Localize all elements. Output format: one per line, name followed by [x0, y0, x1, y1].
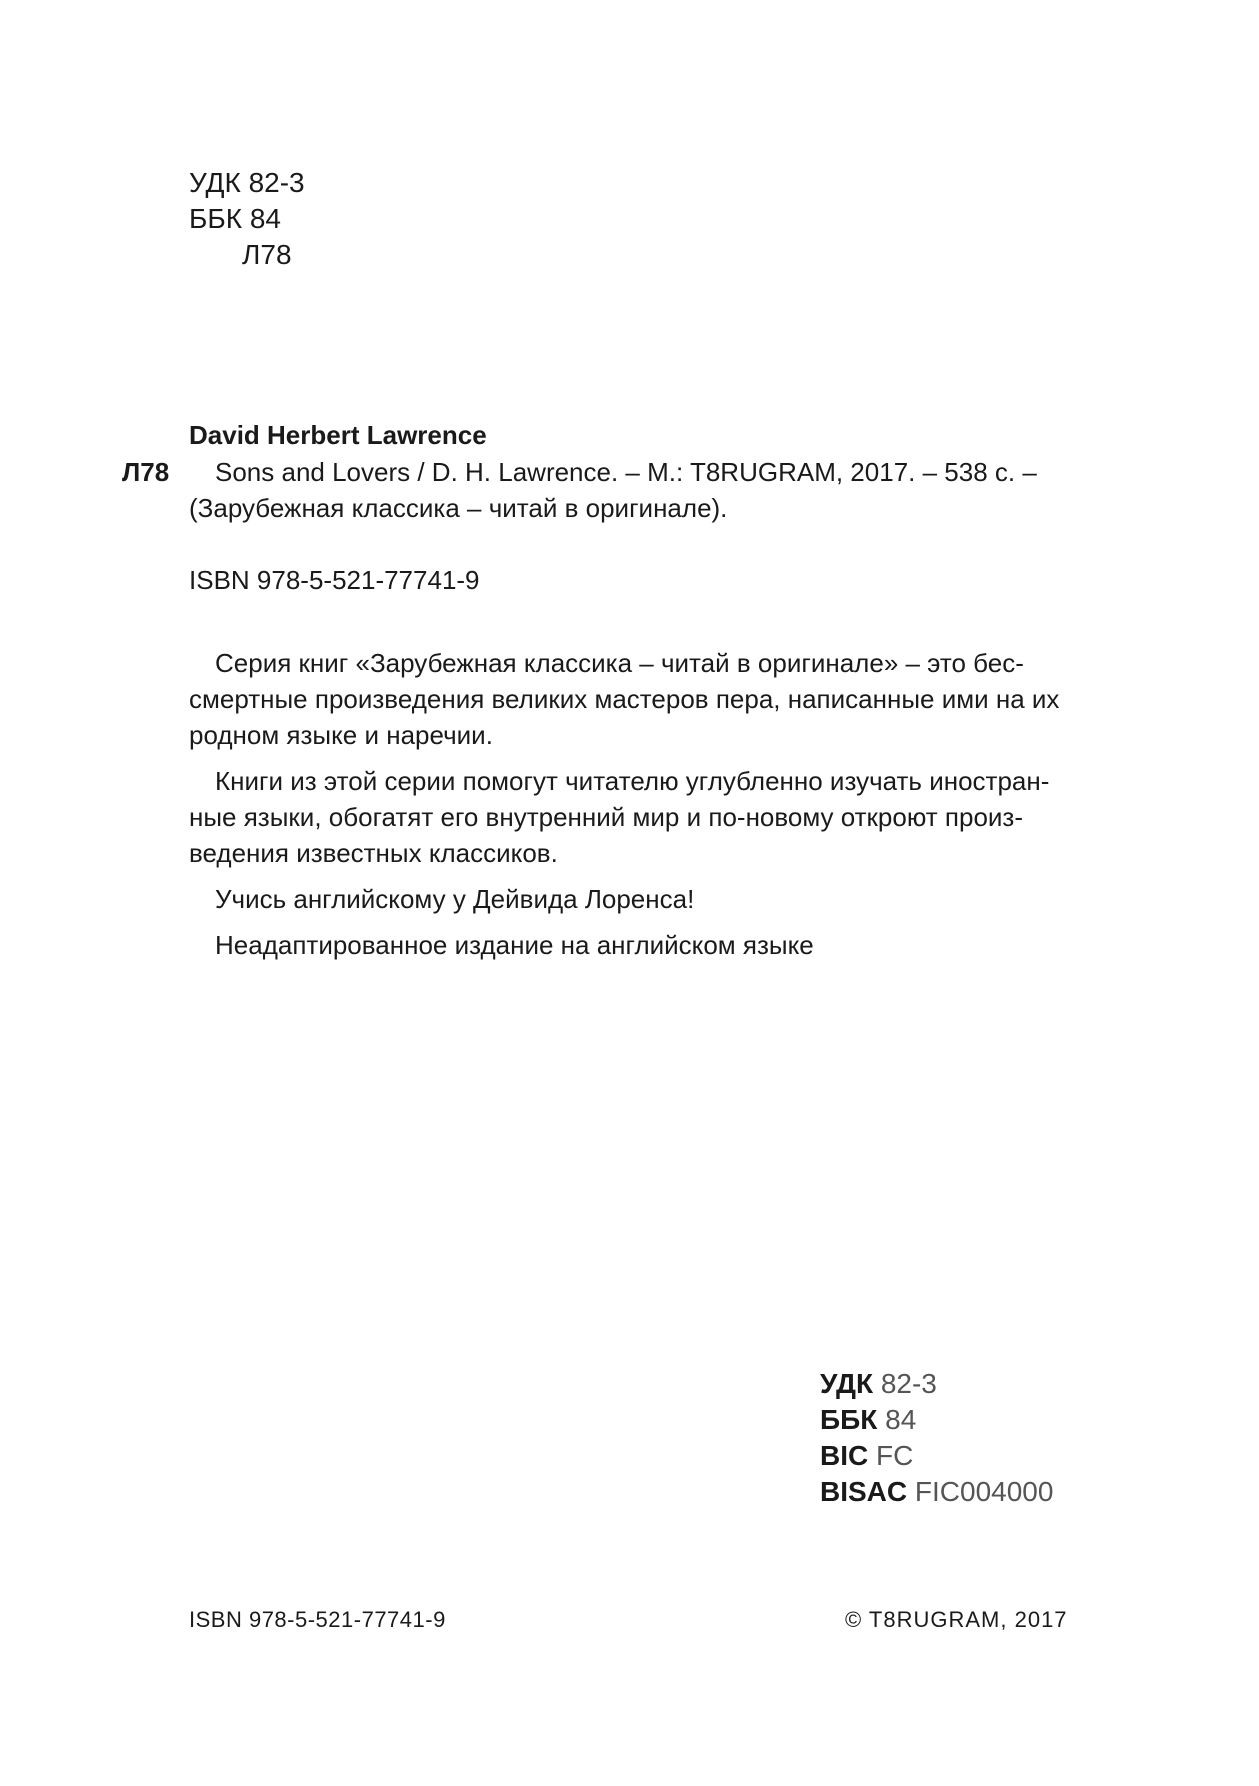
annotation-paragraph-1 [189, 645, 1071, 753]
annotation-line: смертные произведения великих мастеров пера, написанные ими на их [189, 684, 1060, 714]
annotation-line: родном языке и наречии. [189, 720, 493, 750]
footer-copyright: © T8RUGRAM, 2017 [845, 1607, 1068, 1632]
udk-code: УДК 82-3 [189, 167, 305, 198]
bic-value: FC [876, 1440, 914, 1471]
bic-row [820, 1438, 1053, 1474]
annotation-line: ные языки, обогатят его внутренний мир и по-новому откроют произ- [189, 802, 1024, 832]
bisac-row [820, 1474, 1053, 1510]
annotation-paragraph-3 [189, 881, 1071, 917]
annotation-paragraph-2 [189, 763, 1071, 871]
annotation-line: Книги из этой серии помогут читателю углубленно изучать иностран- [215, 766, 1050, 796]
udk-row [820, 1366, 1053, 1402]
entry-line-2: (Зарубежная классика – читай в оригинале). [189, 493, 728, 523]
classification-block [820, 1366, 1053, 1510]
footer-isbn: ISBN 978-5-521-77741-9 [189, 1607, 446, 1632]
annotation-line: Учись английскому у Дейвида Лоренса! [215, 884, 695, 914]
annotation-paragraph-4 [189, 927, 1071, 963]
annotation-line: Неадаптированное издание на английском языке [215, 930, 814, 960]
entry-line-1: Sons and Lovers / D. H. Lawrence. – M.: T8RUGRAM, 2017. – 538 с. – [215, 457, 1037, 487]
bbk-row [820, 1402, 1053, 1438]
isbn-main: ISBN 978-5-521-77741-9 [189, 565, 480, 595]
bbk-label: ББК [820, 1404, 878, 1435]
udk-label: УДК [820, 1368, 874, 1399]
udk-value: 82-3 [880, 1368, 937, 1399]
entry-mark: Л78 [122, 457, 170, 487]
bisac-label: BISAC [820, 1476, 908, 1507]
bisac-value: FIC004000 [914, 1476, 1054, 1507]
bic-label: BIC [820, 1440, 869, 1471]
author-mark: Л78 [242, 239, 292, 270]
annotation-line: ведения известных классиков. [189, 838, 558, 868]
bbk-value: 84 [885, 1404, 917, 1435]
author-name: David Herbert Lawrence [189, 420, 487, 450]
bbk-code: ББК 84 [189, 203, 281, 234]
annotation-line: Серия книг «Зарубежная классика – читай в оригинале» – это бес- [215, 648, 1024, 678]
